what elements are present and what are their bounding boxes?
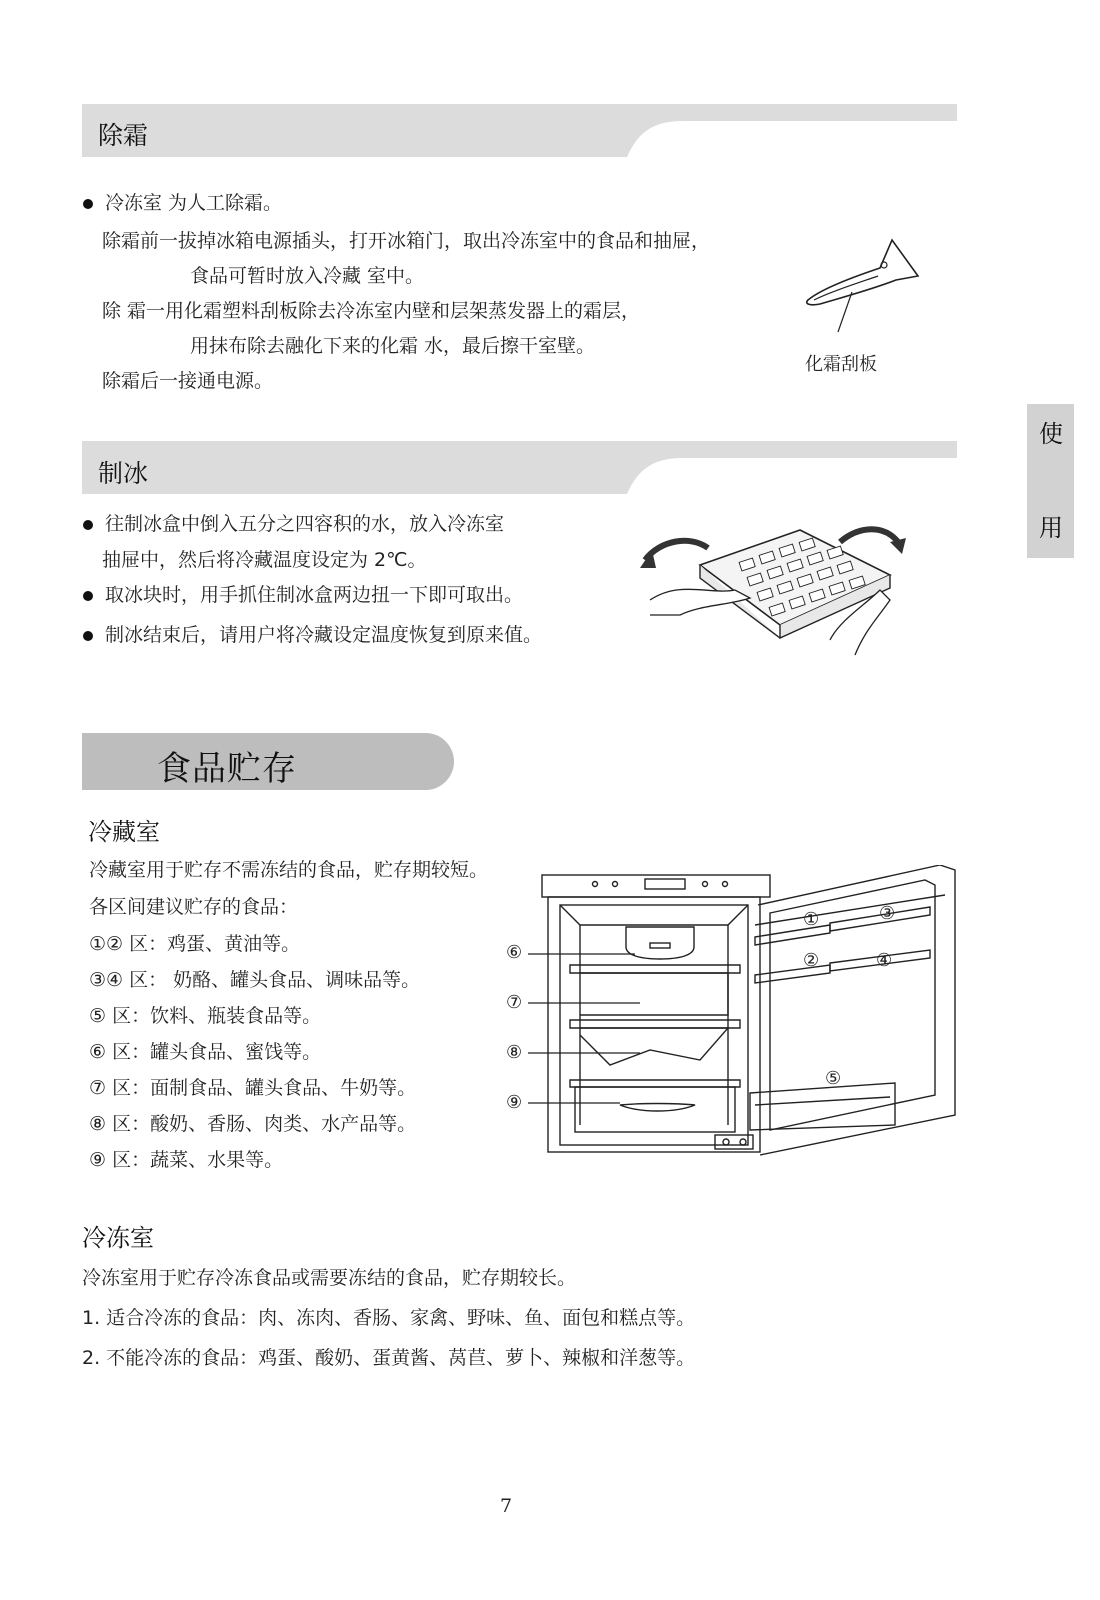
diagram-label-1: ① [803,909,820,930]
freezer-item-1: 1. 适合冷冻的食品：肉、冻肉、香肠、家禽、野味、鱼、面包和糕点等。 [82,1307,696,1329]
freezer-intro: 冷冻室用于贮存冷冻食品或需要冻结的食品，贮存期较长。 [82,1267,577,1289]
defrost-header-bar [82,104,957,157]
fridge-intro: 冷藏室用于贮存不需冻结的食品，贮存期较短。 [89,859,489,881]
ice-bullet-2: 取冰块时，用手抓住制冰盒两边扭一下即可取出。 [105,584,524,606]
freezer-title: 冷冻室 [82,1224,154,1252]
diagram-label-7: ⑦ [506,992,523,1013]
fridge-zone-8: ⑧ 区：酸奶、香肠、肉类、水产品等。 [89,1113,417,1135]
fridge-zone-12: ①② 区：鸡蛋、黄油等。 [89,933,301,955]
fridge-title: 冷藏室 [88,818,160,846]
storage-title-bar [82,733,454,790]
ice-bullet-1-cont: 抽屉中，然后将冷藏温度设定为 2℃。 [102,549,427,571]
diagram-label-9: ⑨ [506,1092,523,1113]
fridge-zones-intro: 各区间建议贮存的食品： [89,896,299,918]
defrost-step1: 除霜前一拔掉冰箱电源插头，打开冰箱门，取出冷冻室中的食品和抽屉， [102,230,711,252]
side-tab [1027,404,1074,558]
page-number: 7 [500,1495,513,1517]
freezer-item-2: 2. 不能冷冻的食品：鸡蛋、酸奶、蛋黄酱、莴苣、萝卜、辣椒和洋葱等。 [82,1347,696,1369]
scraper-label: 化霜刮板 [805,354,877,375]
ice-bullet-3: 制冰结束后，请用户将冷藏设定温度恢复到原来值。 [105,624,543,646]
scraper-illustration [800,232,930,342]
diagram-label-5: ⑤ [825,1068,842,1089]
ice-tray-illustration [640,520,920,660]
fridge-zone-9: ⑨ 区：蔬菜、水果等。 [89,1149,284,1171]
defrost-step2-cont: 用抹布除去融化下来的化霜 水，最后擦干室壁。 [190,335,596,357]
defrost-bullet: 冷冻室 为人工除霜。 [105,192,283,214]
fridge-zone-6: ⑥ 区：罐头食品、蜜饯等。 [89,1041,322,1063]
diagram-label-2: ② [803,950,820,971]
fridge-zone-5: ⑤ 区：饮料、瓶装食品等。 [89,1005,322,1027]
ice-title: 制冰 [98,459,149,488]
fridge-zone-34: ③④ 区： 奶酪、罐头食品、调味品等。 [89,969,421,991]
diagram-label-3: ③ [879,903,896,924]
defrost-step3: 除霜后一接通电源。 [102,370,274,392]
diagram-label-4: ④ [876,950,893,971]
fridge-diagram [500,865,980,1175]
storage-title: 食品贮存 [157,749,297,789]
ice-header-bar [82,441,957,494]
side-tab-char2: 用 [1039,514,1063,542]
diagram-label-8: ⑧ [506,1042,523,1063]
side-tab-char1: 使 [1039,420,1063,448]
defrost-title: 除霜 [98,121,149,150]
diagram-label-6: ⑥ [506,942,523,963]
fridge-zone-7: ⑦ 区：面制食品、罐头食品、牛奶等。 [89,1077,417,1099]
defrost-step1-cont: 食品可暂时放入冷藏 室中。 [190,265,425,287]
defrost-step2: 除 霜一用化霜塑料刮板除去冷冻室内壁和层架蒸发器上的霜层， [102,300,641,322]
ice-bullet-1: 往制冰盒中倒入五分之四容积的水，放入冷冻室 [105,513,505,535]
